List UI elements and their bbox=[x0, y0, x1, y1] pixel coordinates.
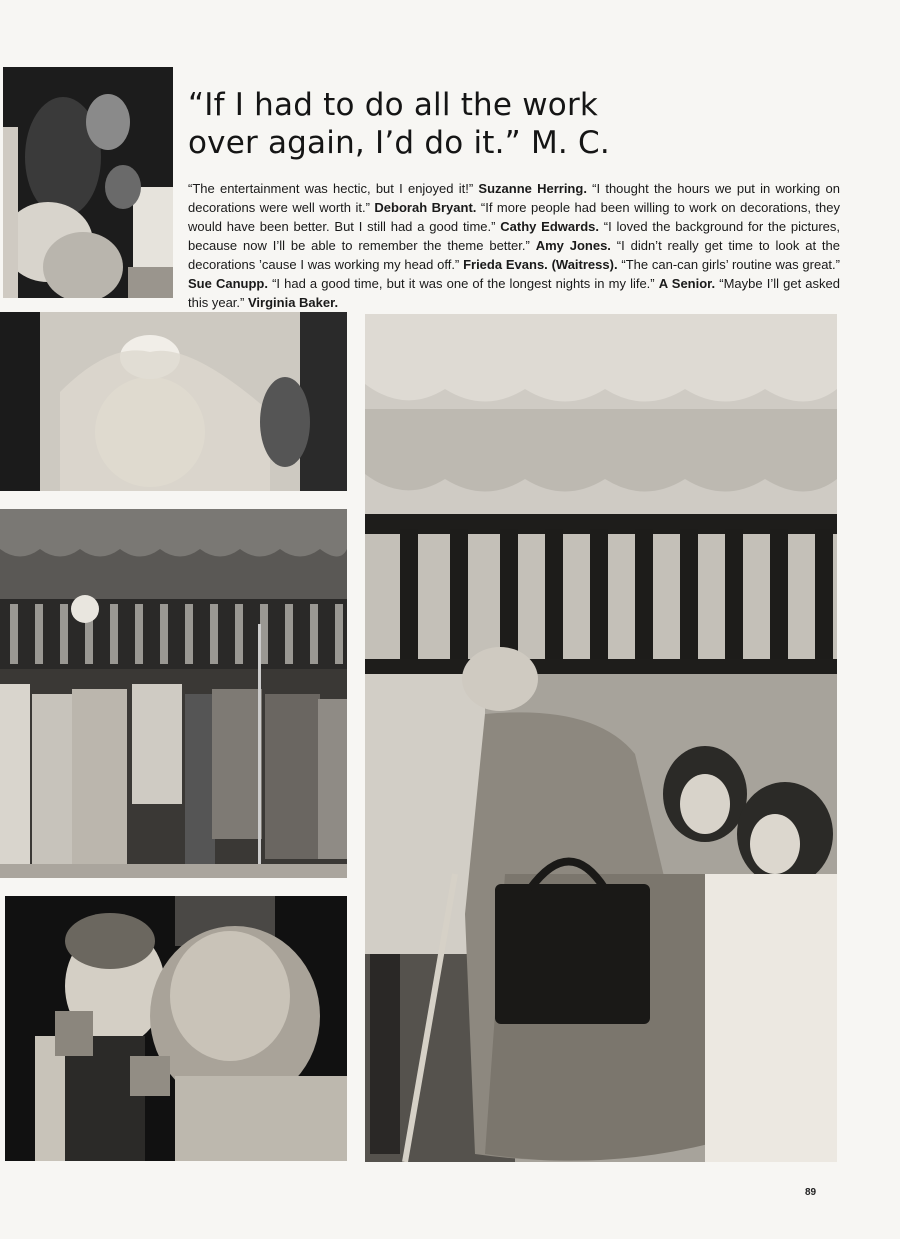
quote-attribution: Frieda Evans. (Waitress). bbox=[463, 257, 618, 272]
quote-attribution: Cathy Edwards. bbox=[500, 219, 599, 234]
quote-attribution: A Senior. bbox=[658, 276, 716, 291]
page-number: 89 bbox=[805, 1187, 817, 1198]
quote-text: “If more people had been willing to work on decorations, they would have been better. But I still had a good time.” bbox=[188, 200, 840, 234]
headline bbox=[188, 86, 828, 162]
quote-text: “I thought the hours we put in working on decorations were well worth it.” bbox=[188, 181, 840, 215]
quote-attribution: Virginia Baker. bbox=[247, 295, 339, 310]
quote-text: “The can-can girls’ routine was great.” bbox=[621, 257, 840, 272]
quote-text: “I had a good time, but it was one of the longest nights in my life.” bbox=[272, 276, 655, 291]
quote-text: “I didn’t really get time to look at the decorations ’cause I was working my head off.” bbox=[188, 238, 840, 272]
quote-attribution: Deborah Bryant. bbox=[374, 200, 477, 215]
headline-line-1: “If I had to do all the work bbox=[188, 87, 599, 123]
quote-attribution: Suzanne Herring. bbox=[478, 181, 587, 196]
quote-text: “I loved the background for the pictures, because now I’ll be able to remember the theme better.” bbox=[188, 219, 840, 253]
photo-crowd-at-tables bbox=[3, 67, 173, 298]
quote-attribution: Amy Jones. bbox=[535, 238, 611, 253]
quote-attribution: Sue Canupp. bbox=[188, 276, 268, 291]
photo-hair-styling bbox=[0, 312, 347, 491]
photo-stage-performer bbox=[365, 314, 837, 1162]
quotes-paragraph bbox=[188, 179, 840, 312]
photo-couple-drinking bbox=[5, 896, 347, 1161]
quote-text: “Maybe I’ll get asked this year.” bbox=[188, 276, 840, 310]
headline-line-2: over again, I’d do it.” M. C. bbox=[188, 125, 610, 161]
quote-text: “The entertainment was hectic, but I enjoyed it!” bbox=[188, 181, 474, 196]
photo-stage-lineup bbox=[0, 509, 347, 878]
